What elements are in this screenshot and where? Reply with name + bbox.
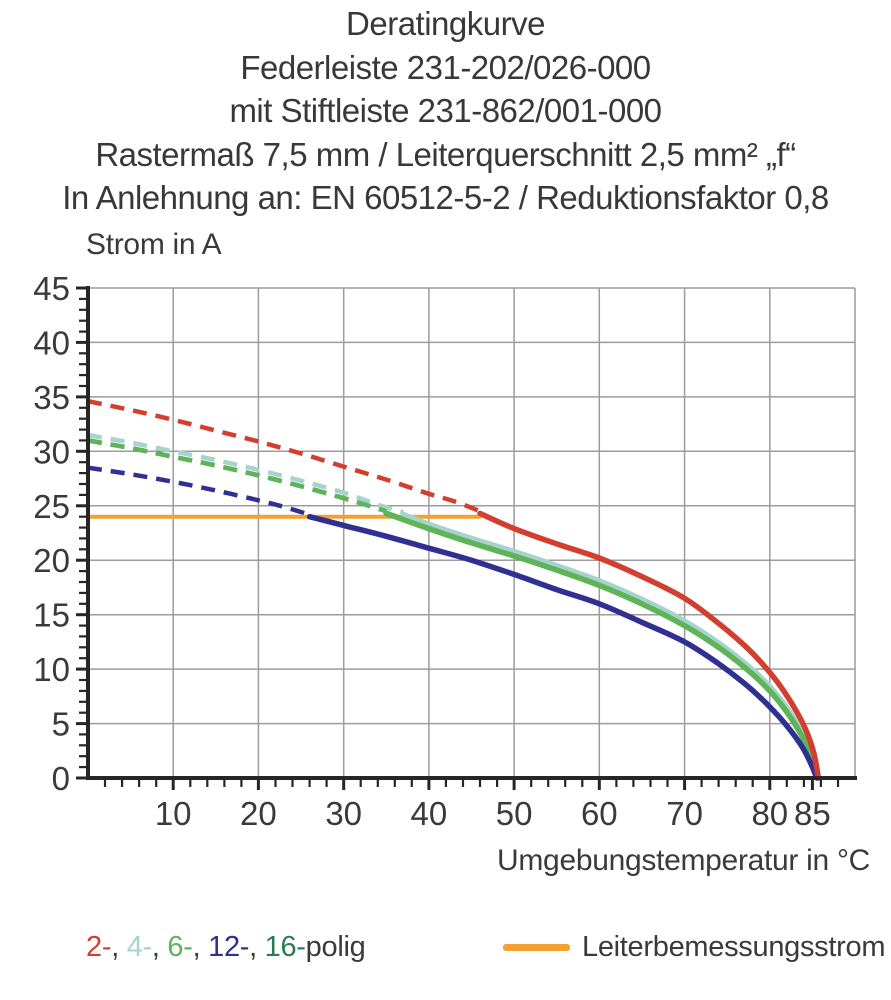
curve-2-polig-solid	[480, 513, 818, 778]
reference-line-swatch	[503, 944, 570, 951]
y-tick-label: 35	[33, 378, 70, 416]
legend-part: 12-	[208, 931, 250, 963]
y-tick-label: 5	[51, 705, 70, 743]
x-axis-title: Umgebungstemperatur in °C	[497, 844, 871, 877]
legend-part: ,	[151, 931, 168, 963]
title-line-2: Federleiste 231-202/026-000	[240, 48, 651, 86]
curve-12-polig-solid	[310, 517, 817, 778]
legend-part: 2-	[86, 931, 112, 963]
x-tick-label: 50	[495, 795, 533, 832]
reference-line-label: Leiterbemessungsstrom	[582, 931, 886, 963]
title-line-3: mit Stiftleiste 231-862/001-000	[229, 92, 662, 129]
legend-part: 16-	[264, 931, 306, 963]
x-tick-label: 30	[325, 795, 363, 832]
chart-title-block	[0, 2, 891, 220]
title-line-4: Rastermaß 7,5 mm / Leiterquerschnitt 2,5 mm² „f“	[95, 135, 796, 173]
curve-4-polig-solid	[403, 515, 817, 779]
x-tick-label: 20	[240, 795, 277, 832]
x-tick-label: 60	[580, 795, 618, 832]
y-tick-label: 45	[33, 270, 70, 307]
y-tick-label: 15	[33, 596, 70, 634]
x-tick-label: 85	[794, 795, 831, 832]
title-line-5: In Anlehnung an: EN 60512-5-2 / Reduktionsfaktor 0,8	[62, 179, 829, 216]
y-axis-title: Strom in A	[86, 228, 222, 261]
x-tick-label: 40	[410, 795, 448, 832]
legend-part: 6-	[167, 931, 193, 963]
y-tick-label: 20	[33, 542, 70, 580]
y-tick-label: 0	[51, 760, 70, 797]
legend-part: ,	[249, 931, 265, 963]
legend-part: polig	[305, 931, 366, 963]
x-tick-label: 10	[154, 795, 192, 832]
derating-chart-plot	[0, 218, 891, 878]
x-tick-label: 80	[751, 795, 789, 832]
y-tick-label: 40	[33, 324, 70, 362]
legend-part: ,	[192, 931, 209, 963]
y-tick-label: 10	[33, 651, 70, 689]
title-line-1: Deratingkurve	[346, 5, 545, 42]
legend-part: 4-	[126, 931, 152, 963]
y-tick-label: 25	[33, 487, 70, 525]
y-tick-label: 30	[33, 433, 70, 471]
curve-2-polig-dashed	[88, 401, 480, 511]
legend-pole-counts	[86, 931, 365, 964]
x-tick-label: 70	[666, 795, 703, 832]
legend-reference-line	[503, 931, 885, 964]
legend-part: ,	[111, 931, 127, 963]
